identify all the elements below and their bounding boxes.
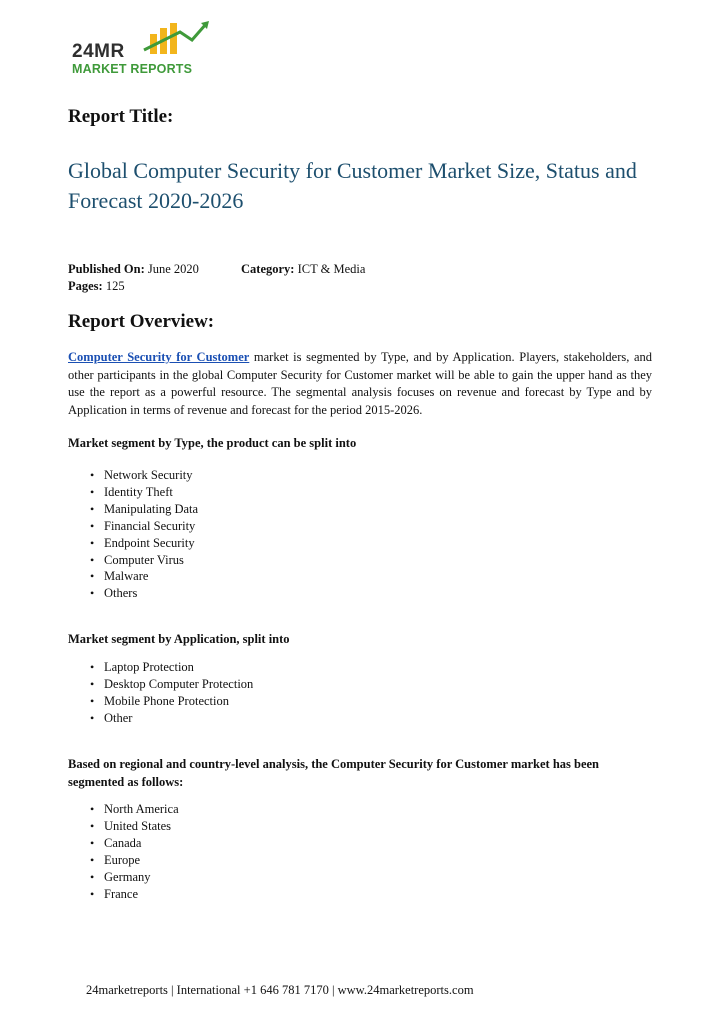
meta-published <box>68 262 199 277</box>
overview-link[interactable]: Computer Security for Customer <box>68 350 250 364</box>
list-item: • France <box>90 886 179 903</box>
category-value: ICT & Media <box>297 262 366 276</box>
list-item: • Manipulating Data <box>90 501 198 518</box>
application-segment-list <box>90 659 253 727</box>
list-item: • Laptop Protection <box>90 659 253 676</box>
published-value: June 2020 <box>147 262 199 276</box>
list-item: • Identity Theft <box>90 484 198 501</box>
region-segment-list <box>90 801 179 902</box>
category-label: Category: <box>241 262 295 276</box>
list-item: • Others <box>90 585 198 602</box>
meta-pages <box>68 279 125 294</box>
list-item: • Desktop Computer Protection <box>90 676 253 693</box>
pages-label: Pages: <box>68 279 103 293</box>
overview-paragraph <box>68 349 652 419</box>
page-footer: 24marketreports | International +1 646 781 7170 | www.24marketreports.com <box>86 983 474 997</box>
meta-category <box>241 262 365 277</box>
list-item: • Canada <box>90 835 179 852</box>
list-item: • United States <box>90 818 179 835</box>
pages-value: 125 <box>105 279 125 293</box>
list-item: • Other <box>90 710 253 727</box>
published-label: Published On: <box>68 262 145 276</box>
logo-brand-sub: MARKET REPORTS <box>72 62 193 76</box>
type-segment-heading: Market segment by Type, the product can be split into <box>68 436 357 450</box>
overview-text: market is segmented by Type, and by Application. Players, stakeholders, and other participants in the global Computer Security for Customer market will be able to gain the upper hand as they use the report as a powerful resource. The segmental analysis focuses on revenue and forecast by Type and by Application in terms of revenue and forecast for the period 2015-2026. <box>68 350 652 417</box>
report-title: Global Computer Security for Customer Market Size, Status and Forecast 2020-2026 <box>68 158 637 213</box>
overview-heading: Report Overview: <box>68 311 215 332</box>
region-segment-heading: Based on regional and country-level analysis, the Computer Security for Customer market has been segmented as follows: <box>68 757 600 789</box>
list-item: • Endpoint Security <box>90 535 198 552</box>
list-item: • Financial Security <box>90 518 198 535</box>
logo-brand-top: 24MR <box>72 41 125 62</box>
list-item: • Europe <box>90 852 179 869</box>
type-segment-list <box>90 467 198 602</box>
list-item: • Network Security <box>90 467 198 484</box>
logo-wordmark <box>72 42 192 76</box>
list-item: • North America <box>90 801 179 818</box>
list-item: • Computer Virus <box>90 552 198 569</box>
company-logo <box>72 20 217 78</box>
report-title-label: Report Title: <box>68 106 174 127</box>
list-item: • Mobile Phone Protection <box>90 693 253 710</box>
application-segment-heading: Market segment by Application, split into <box>68 632 290 646</box>
list-item: • Malware <box>90 568 198 585</box>
list-item: • Germany <box>90 869 179 886</box>
